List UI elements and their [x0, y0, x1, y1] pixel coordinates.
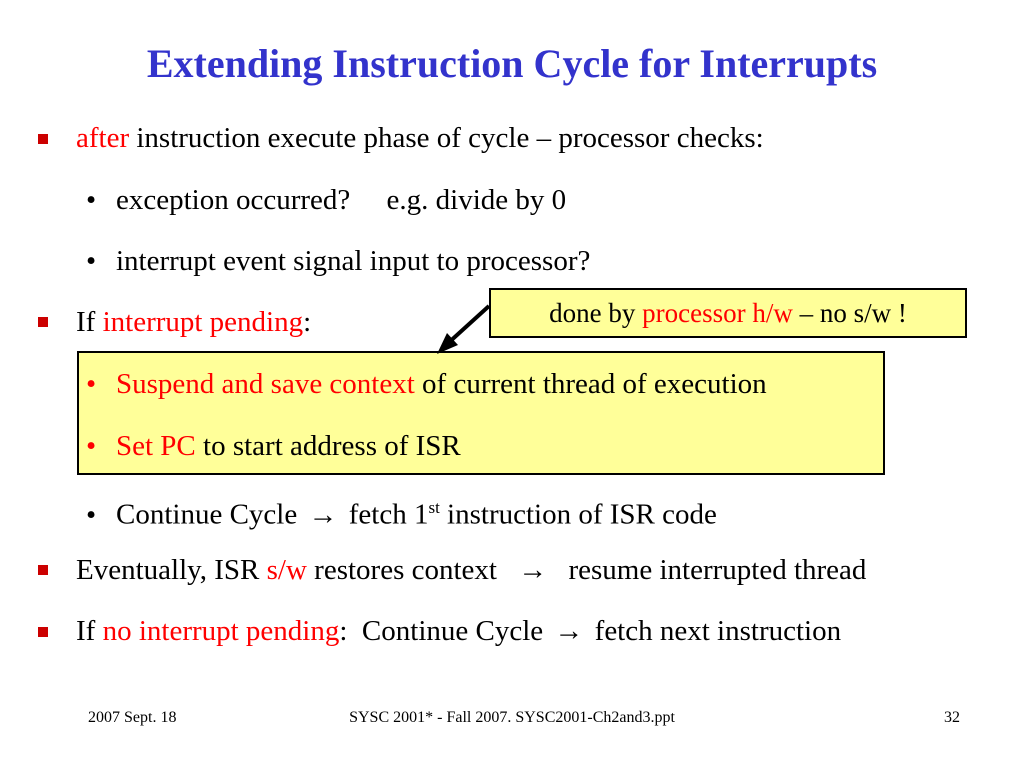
bullet-text: restores context — [306, 554, 505, 586]
right-arrow-icon: → — [554, 615, 584, 647]
bullet-dot-icon: • — [86, 245, 97, 277]
bullet-dot-icon: • — [86, 498, 97, 531]
keyword-set-pc: Set PC — [116, 430, 196, 462]
superscript: st — [428, 498, 440, 517]
right-arrow-icon: → — [518, 554, 548, 586]
bullet-text: fetch next instruction — [587, 615, 842, 647]
bullet-dot-icon: • — [86, 368, 97, 400]
callout-text: done by — [549, 298, 643, 328]
bullet-text: Continue Cycle — [116, 498, 305, 531]
bullet-dot-icon: • — [86, 430, 97, 462]
bullet-text: If — [76, 615, 103, 647]
footer-course: SYSC 2001* - Fall 2007. SYSC2001-Ch2and3.ppt — [349, 709, 675, 726]
right-arrow-icon: → — [308, 498, 338, 531]
bullet-text: Eventually, ISR — [76, 554, 267, 586]
keyword-interrupt-pending: interrupt pending — [102, 306, 304, 338]
bullet-text: instruction execute phase of cycle – processor checks: — [129, 122, 764, 154]
bullet-text: of current thread of execution — [414, 368, 767, 400]
bullet-text: to start address of ISR — [195, 430, 461, 462]
page-number: 32 — [944, 709, 960, 726]
slide-title: Extending Instruction Cycle for Interrupts — [146, 41, 878, 86]
callout-text: – no s/w ! — [792, 298, 907, 328]
bullet-text: resume interrupted thread — [561, 554, 867, 586]
bullet-text: interrupt event signal input to processor? — [116, 245, 591, 277]
keyword-no-interrupt-pending: no interrupt pending — [102, 615, 340, 647]
keyword-suspend-save: Suspend and save context — [116, 368, 415, 400]
keyword-sw: s/w — [266, 554, 307, 586]
bullet-text: exception occurred? e.g. divide by 0 — [116, 184, 567, 216]
bullet-text: fetch 1 — [341, 498, 429, 531]
bullet-text: instruction of ISR code — [439, 498, 717, 531]
keyword-after: after — [76, 122, 130, 154]
bullet-text: If — [76, 306, 103, 338]
keyword-processor-hw: processor h/w — [642, 298, 793, 328]
bullet-text: : — [303, 306, 312, 338]
footer-date: 2007 Sept. 18 — [88, 709, 177, 726]
bullet-dot-icon: • — [86, 184, 97, 216]
bullet-text: : Continue Cycle — [339, 615, 551, 647]
